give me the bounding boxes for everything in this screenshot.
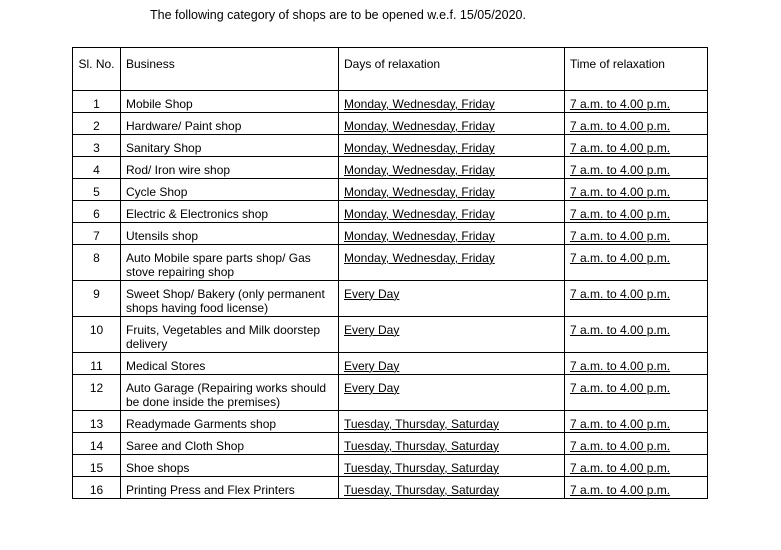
cell-business: Saree and Cloth Shop [121,433,339,455]
cell-days: Every Day [339,375,565,411]
cell-sl-no: 10 [73,317,121,353]
cell-business: Fruits, Vegetables and Milk doorstep delivery [121,317,339,353]
cell-time: 7 a.m. to 4.00 p.m. [565,375,708,411]
cell-days: Monday, Wednesday, Friday [339,223,565,245]
cell-business: Utensils shop [121,223,339,245]
cell-business: Sweet Shop/ Bakery (only permanent shops having food license) [121,281,339,317]
cell-sl-no: 13 [73,411,121,433]
cell-business: Hardware/ Paint shop [121,113,339,135]
cell-days: Monday, Wednesday, Friday [339,91,565,113]
cell-business: Auto Garage (Repairing works should be done inside the premises) [121,375,339,411]
cell-sl-no: 7 [73,223,121,245]
cell-time: 7 a.m. to 4.00 p.m. [565,281,708,317]
cell-time: 7 a.m. to 4.00 p.m. [565,245,708,281]
table-row [73,375,708,411]
cell-days: Every Day [339,353,565,375]
table-row [73,245,708,281]
cell-days: Every Day [339,317,565,353]
cell-days: Monday, Wednesday, Friday [339,113,565,135]
cell-days: Monday, Wednesday, Friday [339,201,565,223]
cell-sl-no: 6 [73,201,121,223]
cell-sl-no: 8 [73,245,121,281]
cell-time: 7 a.m. to 4.00 p.m. [565,455,708,477]
cell-business: Rod/ Iron wire shop [121,157,339,179]
table-row [73,113,708,135]
cell-days: Every Day [339,281,565,317]
table-row [73,317,708,353]
header-time: Time of relaxation [565,48,708,91]
cell-time: 7 a.m. to 4.00 p.m. [565,353,708,375]
table-row [73,281,708,317]
cell-sl-no: 5 [73,179,121,201]
cell-business: Cycle Shop [121,179,339,201]
cell-sl-no: 11 [73,353,121,375]
cell-days: Monday, Wednesday, Friday [339,245,565,281]
table-row [73,411,708,433]
cell-sl-no: 12 [73,375,121,411]
cell-time: 7 a.m. to 4.00 p.m. [565,179,708,201]
cell-time: 7 a.m. to 4.00 p.m. [565,223,708,245]
cell-business: Electric & Electronics shop [121,201,339,223]
cell-sl-no: 16 [73,477,121,499]
cell-days: Tuesday, Thursday, Saturday [339,477,565,499]
cell-business: Readymade Garments shop [121,411,339,433]
cell-business: Auto Mobile spare parts shop/ Gas stove repairing shop [121,245,339,281]
shops-table [72,47,708,499]
table-row [73,477,708,499]
cell-business: Mobile Shop [121,91,339,113]
table-body [73,91,708,499]
table-row [73,455,708,477]
cell-days: Monday, Wednesday, Friday [339,135,565,157]
header-sl-no: Sl. No. [73,48,121,91]
cell-days: Monday, Wednesday, Friday [339,179,565,201]
cell-sl-no: 14 [73,433,121,455]
cell-time: 7 a.m. to 4.00 p.m. [565,201,708,223]
table-row [73,135,708,157]
cell-sl-no: 2 [73,113,121,135]
cell-days: Tuesday, Thursday, Saturday [339,455,565,477]
cell-sl-no: 4 [73,157,121,179]
cell-days: Tuesday, Thursday, Saturday [339,433,565,455]
cell-time: 7 a.m. to 4.00 p.m. [565,113,708,135]
cell-time: 7 a.m. to 4.00 p.m. [565,433,708,455]
cell-sl-no: 1 [73,91,121,113]
cell-business: Sanitary Shop [121,135,339,157]
table-row [73,157,708,179]
header-business: Business [121,48,339,91]
cell-business: Medical Stores [121,353,339,375]
cell-sl-no: 3 [73,135,121,157]
cell-business: Printing Press and Flex Printers [121,477,339,499]
cell-time: 7 a.m. to 4.00 p.m. [565,477,708,499]
cell-days: Tuesday, Thursday, Saturday [339,411,565,433]
cell-time: 7 a.m. to 4.00 p.m. [565,411,708,433]
table-header-row [73,48,708,91]
document-title: The following category of shops are to be opened w.e.f. 15/05/2020. [150,8,526,22]
cell-sl-no: 15 [73,455,121,477]
cell-days: Monday, Wednesday, Friday [339,157,565,179]
cell-time: 7 a.m. to 4.00 p.m. [565,135,708,157]
cell-time: 7 a.m. to 4.00 p.m. [565,157,708,179]
table-row [73,353,708,375]
table-row [73,179,708,201]
table-row [73,91,708,113]
cell-business: Shoe shops [121,455,339,477]
cell-sl-no: 9 [73,281,121,317]
table-row [73,201,708,223]
table-row [73,433,708,455]
cell-time: 7 a.m. to 4.00 p.m. [565,91,708,113]
table-row [73,223,708,245]
header-days: Days of relaxation [339,48,565,91]
cell-time: 7 a.m. to 4.00 p.m. [565,317,708,353]
